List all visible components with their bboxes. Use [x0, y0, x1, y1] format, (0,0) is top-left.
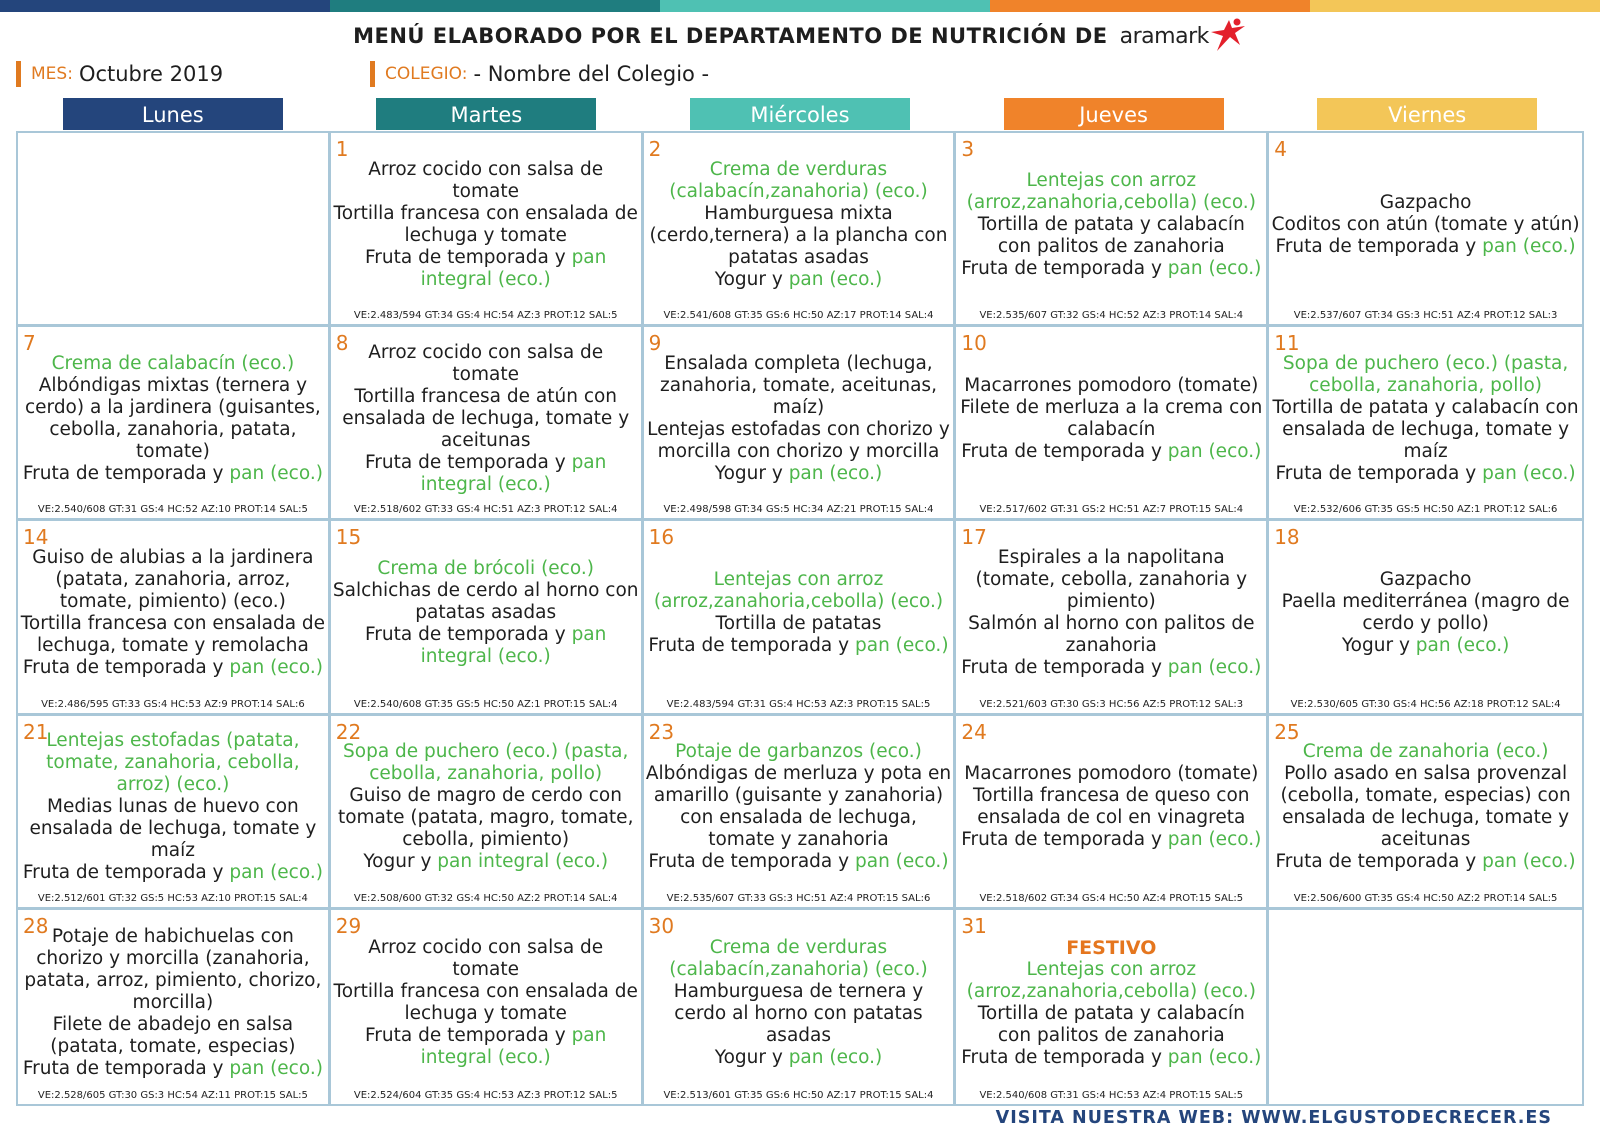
dish-text: Medias lunas de huevo con ensalada de lechuga, tomate y maíz — [29, 796, 317, 862]
nutrition-info: VE:2.506/600 GT:35 GS:4 HC:50 AZ:2 PROT:14 SAL:5 — [1293, 892, 1558, 904]
menu-dish — [715, 463, 883, 485]
menu-dish — [52, 353, 295, 375]
day-number: 10 — [961, 331, 987, 356]
dish-text: Fruta de temporada y — [961, 1046, 1168, 1068]
day-number: 28 — [23, 913, 49, 938]
menu-content — [331, 337, 641, 500]
dish-text: Tortilla francesa con ensalada de lechuga y tomate — [333, 980, 638, 1024]
day-number: 1 — [335, 137, 349, 161]
dish-text: Fruta de temporada y — [961, 829, 1168, 851]
dish-text: Potaje de habichuelas con chorizo y morcilla (zanahoria, patata, arroz, pimiento, chorizo, morcilla) — [24, 925, 322, 1013]
day-number: 21 — [23, 719, 49, 744]
dish-text: Salmón al horno con palitos de zanahoria — [968, 612, 1255, 656]
menu-dish — [958, 214, 1264, 258]
menu-dish — [333, 386, 639, 452]
menu-dish — [1271, 353, 1580, 397]
day-number: 29 — [335, 913, 362, 938]
eco-dish-text: pan (eco.) — [1167, 440, 1262, 462]
menu-dish — [716, 613, 882, 635]
dish-text: Fruta de temporada y — [648, 851, 855, 873]
nutrition-info: VE:2.521/603 GT:30 GS:3 HC:56 AZ:5 PROT:12 SAL:3 — [979, 698, 1244, 710]
dish-text: Fruta de temporada y — [1275, 462, 1483, 484]
day-cell — [644, 327, 957, 521]
menu-dish — [363, 851, 608, 873]
menu-dish — [20, 730, 326, 796]
menu-dish — [646, 203, 952, 269]
day-cell — [18, 327, 331, 521]
day-cell — [644, 133, 957, 327]
weekday-label: Lunes — [63, 98, 283, 130]
nutrition-info: VE:2.486/595 GT:33 GS:4 HC:53 AZ:9 PROT:14 SAL:6 — [41, 698, 305, 710]
dish-text: Coditos con atún (tomate y atún) — [1271, 213, 1580, 235]
menu-dish — [961, 441, 1261, 463]
day-cell — [644, 716, 957, 910]
dish-text: Fruta de temporada y — [22, 1057, 230, 1079]
menu-dish — [1271, 591, 1580, 635]
eco-dish-text: pan (eco.) — [229, 462, 323, 484]
menu-dish — [958, 785, 1264, 829]
menu-dish — [958, 547, 1264, 613]
menu-dish — [648, 635, 948, 657]
school-value: - Nombre del Colegio - — [473, 62, 710, 86]
menu-dish — [20, 613, 326, 657]
dish-text: Fruta de temporada y — [648, 634, 855, 656]
nutrition-info: VE:2.512/601 GT:32 GS:5 HC:53 AZ:10 PROT:15 SAL:4 — [37, 892, 308, 904]
menu-dish — [1276, 851, 1576, 873]
day-number: 23 — [648, 719, 675, 744]
dish-text: Fruta de temporada y — [961, 257, 1168, 279]
nutrition-info: VE:2.513/601 GT:35 GS:6 HC:50 AZ:17 PROT:15 SAL:4 — [663, 1089, 934, 1101]
menu-dish — [333, 342, 639, 386]
day-number: 14 — [23, 525, 49, 550]
dish-text: Tortilla de patata y calabacín con palitos de zanahoria — [977, 1002, 1245, 1046]
nutrition-info: VE:2.537/607 GT:34 GS:3 HC:51 AZ:4 PROT:12 SAL:3 — [1293, 310, 1558, 322]
menu-dish — [333, 247, 639, 291]
day-number: 9 — [648, 331, 662, 356]
school-accent-bar — [370, 61, 375, 87]
top-bar-segment — [660, 0, 990, 12]
day-cell — [956, 521, 1269, 715]
dish-text: Tortilla de patata y calabacín con palitos de zanahoria — [977, 213, 1245, 257]
menu-dish — [646, 981, 952, 1047]
menu-dish — [964, 763, 1258, 785]
day-cell — [18, 910, 331, 1104]
month-label: MES: — [31, 64, 73, 84]
weekday-header — [643, 98, 957, 130]
menu-content — [18, 531, 328, 694]
dish-text: Filete de abadejo en salsa (patata, tomate, especias) — [50, 1013, 296, 1057]
menu-content — [1269, 531, 1582, 694]
website-footer: VISITA NUESTRA WEB: WWW.ELGUSTODECRECER.ES — [995, 1108, 1552, 1128]
dish-text: Tortilla de patatas — [715, 612, 882, 634]
eco-dish-text: Sopa de puchero (eco.) (pasta, cebolla, zanahoria, pollo) — [343, 741, 629, 785]
menu-content — [644, 531, 954, 694]
eco-dish-text: pan (eco.) — [229, 656, 323, 678]
weekday-header — [957, 98, 1271, 130]
dish-text: Tortilla de patata y calabacín con ensalada de lechuga, tomate y maíz — [1272, 396, 1579, 462]
eco-dish-text: Lentejas con arroz (arroz,zanahoria,cebolla) (eco.) — [653, 568, 944, 612]
menu-dish — [333, 159, 639, 203]
nutrition-info: VE:2.540/608 GT:31 GS:4 HC:52 AZ:10 PROT:14 SAL:5 — [37, 504, 308, 516]
nutrition-info: VE:2.530/605 GT:30 GS:4 HC:56 AZ:18 PROT:12 SAL:4 — [1290, 698, 1561, 710]
day-number: 7 — [23, 331, 36, 356]
dish-text: Filete de merluza a la crema con calabacín — [960, 396, 1263, 440]
weekday-header — [16, 98, 330, 130]
menu-content — [644, 726, 954, 889]
menu-dish — [958, 170, 1264, 214]
dish-text: Fruta de temporada y — [365, 623, 572, 645]
eco-dish-text: Crema de verduras (calabacín,zanahoria) (eco.) — [669, 936, 928, 980]
nutrition-info: VE:2.498/598 GT:34 GS:5 HC:34 AZ:21 PROT:15 SAL:4 — [663, 504, 934, 516]
menu-dish — [23, 862, 323, 884]
menu-dish — [333, 580, 639, 624]
day-cell — [956, 327, 1269, 521]
star-person-icon — [1207, 18, 1247, 54]
menu-dish — [333, 785, 639, 851]
dish-text: Fruta de temporada y — [22, 462, 230, 484]
day-cell — [18, 716, 331, 910]
day-cell — [956, 910, 1269, 1104]
month-field — [16, 60, 352, 88]
day-number: 18 — [1274, 525, 1300, 550]
day-number: 25 — [1274, 719, 1300, 744]
dish-text: Fruta de temporada y — [1275, 851, 1483, 873]
menu-dish — [961, 657, 1261, 679]
menu-dish — [377, 558, 594, 580]
day-cell — [331, 910, 644, 1104]
eco-dish-text: pan (eco.) — [229, 862, 323, 884]
dish-text: Yogur y — [363, 851, 438, 873]
menu-content — [644, 337, 954, 500]
menu-dish — [20, 1014, 326, 1058]
menu-dish — [1276, 236, 1576, 258]
nutrition-info: VE:2.540/608 GT:35 GS:5 HC:50 AZ:1 PROT:15 SAL:4 — [353, 698, 618, 710]
eco-dish-text: pan integral (eco.) — [420, 623, 607, 667]
dish-text: Yogur y — [1341, 634, 1416, 656]
menu-content — [956, 531, 1266, 694]
nutrition-info: VE:2.518/602 GT:34 GS:4 HC:50 AZ:4 PROT:15 SAL:5 — [979, 892, 1244, 904]
day-number: 17 — [961, 525, 987, 550]
menu-dish — [958, 613, 1264, 657]
dish-text: Tortilla francesa de atún con ensalada de lechuga, tomate y aceitunas — [342, 385, 630, 451]
eco-dish-text: pan (eco.) — [788, 1046, 883, 1068]
day-number: 8 — [335, 331, 349, 356]
eco-dish-text: pan (eco.) — [854, 634, 949, 656]
menu-dish — [1272, 214, 1580, 236]
eco-dish-text: Potaje de garbanzos (eco.) — [675, 741, 922, 763]
page-title: MENÚ ELABORADO POR EL DEPARTAMENTO DE NUTRICIÓN DE — [353, 24, 1108, 48]
eco-dish-text: pan (eco.) — [229, 1057, 323, 1079]
dish-text: Yogur y — [714, 1046, 789, 1068]
menu-content — [331, 726, 641, 889]
dish-text: Hamburguesa de ternera y cerdo al horno con patatas asadas — [673, 980, 924, 1046]
eco-dish-text: pan (eco.) — [1167, 829, 1262, 851]
day-cell — [331, 327, 644, 521]
nutrition-info: VE:2.528/605 GT:30 GS:3 HC:54 AZ:11 PROT:15 SAL:5 — [37, 1089, 308, 1101]
menu-dish — [333, 937, 639, 981]
dish-text: Macarrones pomodoro (tomate) — [964, 374, 1259, 396]
menu-dish — [715, 1047, 883, 1069]
day-number: 4 — [1274, 137, 1287, 161]
dish-text: Arroz cocido con salsa de tomate — [368, 341, 604, 385]
nutrition-info: VE:2.483/594 GT:31 GS:4 HC:53 AZ:3 PROT:15 SAL:5 — [666, 698, 931, 710]
day-cell — [644, 521, 957, 715]
dish-text: Guiso de magro de cerdo con tomate (patata, magro, tomate, cebolla, pimiento) — [337, 785, 634, 851]
day-cell — [956, 716, 1269, 910]
day-number: 31 — [961, 913, 987, 938]
day-cell — [1269, 910, 1582, 1104]
day-number: 16 — [648, 525, 675, 550]
dish-text: Fruta de temporada y — [961, 440, 1168, 462]
eco-dish-text: Crema de zanahoria (eco.) — [1302, 741, 1549, 763]
day-number: 15 — [335, 525, 362, 550]
weekday-headers — [16, 98, 1584, 130]
menu-content — [956, 920, 1266, 1086]
dish-text: Tortilla francesa con ensalada de lechuga, tomate y remolacha — [20, 612, 326, 656]
eco-dish-text: pan (eco.) — [854, 851, 949, 873]
dish-text: Pollo asado en salsa provenzal (cebolla, tomate, especias) con ensalada de lechuga, tomate y aceitunas — [1280, 763, 1571, 851]
day-cell — [1269, 327, 1582, 521]
dish-text: Fruta de temporada y — [365, 246, 572, 268]
day-number: 24 — [961, 719, 987, 744]
eco-dish-text: pan (eco.) — [1415, 634, 1510, 656]
day-cell — [1269, 133, 1582, 327]
menu-dish — [333, 624, 639, 668]
menu-dish — [333, 203, 639, 247]
day-cell — [1269, 521, 1582, 715]
menu-dish — [646, 763, 952, 851]
weekday-label: Martes — [376, 98, 596, 130]
nutrition-info: VE:2.524/604 GT:35 GS:4 HC:53 AZ:3 PROT:12 SAL:5 — [353, 1089, 618, 1101]
menu-content — [956, 337, 1266, 500]
dish-text: Fruta de temporada y — [961, 656, 1168, 678]
day-cell — [18, 521, 331, 715]
menu-content — [18, 337, 328, 500]
menu-dish — [1342, 635, 1510, 657]
menu-dish — [715, 269, 883, 291]
eco-dish-text: pan integral (eco.) — [437, 851, 609, 873]
menu-dish — [1276, 463, 1576, 485]
menu-dish — [961, 258, 1261, 280]
menu-content — [331, 920, 641, 1086]
menu-content — [331, 143, 641, 306]
menu-content — [644, 920, 954, 1086]
dish-text: Arroz cocido con salsa de tomate — [368, 158, 604, 202]
menu-content — [18, 920, 328, 1086]
dish-text: Lentejas estofadas con chorizo y morcilla con chorizo y morcilla — [647, 418, 950, 462]
menu-content — [1269, 726, 1582, 889]
menu-dish — [961, 1047, 1261, 1069]
menu-content — [1269, 920, 1582, 1086]
nutrition-info: VE:2.532/606 GT:35 GS:5 HC:50 AZ:1 PROT:12 SAL:6 — [1293, 504, 1558, 516]
weekday-label: Miércoles — [690, 98, 910, 130]
day-cell — [331, 133, 644, 327]
eco-dish-text: Sopa de puchero (eco.) (pasta, cebolla, zanahoria, pollo) — [1282, 352, 1569, 396]
eco-dish-text: pan (eco.) — [1167, 656, 1262, 678]
menu-dish — [646, 159, 952, 203]
top-bar-segment — [1310, 0, 1600, 12]
eco-dish-text: Lentejas con arroz (arroz,zanahoria,cebolla) (eco.) — [966, 958, 1256, 1002]
top-bar-segment — [330, 0, 660, 12]
eco-dish-text: pan (eco.) — [1482, 851, 1576, 873]
menu-dish — [333, 981, 639, 1025]
menu-dish — [20, 796, 326, 862]
nutrition-info: VE:2.535/607 GT:32 GS:4 HC:52 AZ:3 PROT:14 SAL:4 — [979, 310, 1244, 322]
menu-dish — [648, 851, 948, 873]
menu-content — [331, 531, 641, 694]
dish-text: Yogur y — [714, 462, 789, 484]
nutrition-info: VE:2.518/602 GT:33 GS:4 HC:51 AZ:3 PROT:12 SAL:4 — [353, 504, 618, 516]
eco-dish-text: pan (eco.) — [1482, 235, 1576, 257]
nutrition-info: VE:2.483/594 GT:34 GS:4 HC:54 AZ:3 PROT:12 SAL:5 — [353, 310, 618, 322]
day-number: 3 — [961, 137, 975, 161]
menu-dish — [333, 741, 639, 785]
school-field — [370, 60, 1584, 88]
weekday-header — [330, 98, 644, 130]
dish-text: Guiso de alubias a la jardinera (patata, zanahoria, arroz, tomate, pimiento) (eco.) — [32, 546, 314, 612]
day-number: 22 — [335, 719, 362, 744]
menu-dish — [23, 463, 323, 485]
menu-content — [956, 143, 1266, 306]
weekday-header — [1270, 98, 1584, 130]
menu-dish — [961, 829, 1261, 851]
menu-content — [18, 143, 328, 306]
dish-text: Albóndigas mixtas (ternera y cerdo) a la jardinera (guisantes, cebolla, zanahoria, patata, tomate) — [24, 374, 321, 462]
day-cell — [18, 133, 331, 327]
dish-text: Macarrones pomodoro (tomate) — [964, 763, 1259, 785]
menu-dish — [23, 1058, 323, 1080]
eco-dish-text: pan integral (eco.) — [420, 246, 607, 290]
dish-text: Arroz cocido con salsa de tomate — [368, 936, 604, 980]
eco-dish-text: Lentejas con arroz (arroz,zanahoria,cebolla) (eco.) — [966, 169, 1256, 213]
top-color-bar — [0, 0, 1600, 12]
dish-text: Gazpacho — [1379, 568, 1472, 590]
dish-text: Ensalada completa (lechuga, zanahoria, tomate, aceitunas, maíz) — [660, 352, 937, 418]
menu-dish — [20, 547, 326, 613]
menu-dish — [675, 741, 922, 763]
month-accent-bar — [16, 61, 21, 87]
menu-calendar-grid — [16, 131, 1584, 1106]
nutrition-info: VE:2.517/602 GT:31 GS:2 HC:51 AZ:7 PROT:15 SAL:4 — [979, 504, 1244, 516]
menu-content — [644, 143, 954, 306]
weekday-label: Viernes — [1317, 98, 1537, 130]
eco-dish-text: pan (eco.) — [1167, 1046, 1262, 1068]
eco-dish-text: pan (eco.) — [1167, 257, 1262, 279]
dish-text: Fruta de temporada y — [22, 862, 230, 884]
day-number: 30 — [648, 913, 675, 938]
dish-text: Hamburguesa mixta (cerdo,ternera) a la plancha con patatas asadas — [649, 202, 948, 268]
dish-text: Fruta de temporada y — [22, 656, 230, 678]
dish-text: Fruta de temporada y — [1275, 235, 1483, 257]
menu-dish — [20, 926, 326, 1014]
menu-dish — [646, 419, 952, 463]
eco-dish-text: pan integral (eco.) — [420, 1024, 607, 1068]
eco-dish-text: pan (eco.) — [1482, 462, 1576, 484]
nutrition-info: VE:2.540/608 GT:31 GS:4 HC:53 AZ:4 PROT:15 SAL:5 — [979, 1089, 1244, 1101]
brand-name: aramark — [1119, 23, 1209, 49]
dish-text: Tortilla francesa de queso con ensalada de col en vinagreta — [973, 785, 1250, 829]
holiday-label: FESTIVO — [1066, 936, 1157, 959]
day-cell — [331, 521, 644, 715]
dish-text: Espirales a la napolitana (tomate, cebolla, zanahoria y pimiento) — [975, 546, 1248, 612]
month-value: Octubre 2019 — [78, 62, 224, 86]
menu-content — [956, 726, 1266, 889]
menu-dish — [1380, 192, 1472, 214]
menu-dish — [646, 569, 952, 613]
eco-dish-text: pan (eco.) — [788, 462, 883, 484]
day-number: 11 — [1274, 331, 1300, 356]
day-cell — [644, 910, 957, 1104]
menu-dish — [333, 1025, 639, 1069]
dish-text: Fruta de temporada y — [365, 1024, 572, 1046]
nutrition-info: VE:2.508/600 GT:32 GS:4 HC:50 AZ:2 PROT:14 SAL:4 — [353, 892, 618, 904]
day-cell — [331, 716, 644, 910]
nutrition-info: VE:2.535/607 GT:33 GS:3 HC:51 AZ:4 PROT:15 SAL:6 — [666, 892, 931, 904]
dish-text: Tortilla francesa con ensalada de lechuga y tomate — [333, 202, 638, 246]
eco-dish-text: pan integral (eco.) — [420, 451, 607, 495]
menu-dish — [958, 397, 1264, 441]
weekday-label: Jueves — [1004, 98, 1224, 130]
dish-text: Albóndigas de merluza y pota en amarillo (guisante y zanahoria) con ensalada de lechuga, tomate y zanahoria — [645, 763, 952, 851]
menu-dish — [23, 657, 323, 679]
eco-dish-text: Lentejas estofadas (patata, tomate, zanahoria, cebolla, arroz) (eco.) — [46, 730, 300, 796]
eco-dish-text: Crema de verduras (calabacín,zanahoria) (eco.) — [669, 158, 928, 202]
menu-dish — [958, 1003, 1264, 1047]
menu-dish — [646, 937, 952, 981]
menu-dish — [333, 452, 639, 496]
eco-dish-text: Crema de calabacín (eco.) — [51, 352, 295, 374]
day-cell — [1269, 716, 1582, 910]
top-bar-segment — [0, 0, 330, 12]
header — [0, 16, 1600, 56]
eco-dish-text: Crema de brócoli (eco.) — [377, 557, 594, 579]
dish-text: Salchichas de cerdo al horno con patatas asadas — [332, 579, 639, 623]
top-bar-segment — [990, 0, 1310, 12]
menu-dish — [1380, 569, 1472, 591]
menu-dish — [958, 959, 1264, 1003]
school-label: COLEGIO: — [385, 64, 468, 84]
dish-text: Yogur y — [714, 268, 789, 290]
dish-text: Paella mediterránea (magro de cerdo y pollo) — [1281, 590, 1570, 634]
menu-content — [18, 726, 328, 889]
aramark-logo — [1120, 18, 1247, 54]
day-number: 2 — [648, 137, 662, 161]
dish-text: Gazpacho — [1379, 191, 1472, 213]
dish-text: Fruta de temporada y — [365, 451, 572, 473]
menu-content — [1269, 143, 1582, 306]
menu-dish — [1303, 741, 1549, 763]
day-cell — [956, 133, 1269, 327]
nutrition-info: VE:2.541/608 GT:35 GS:6 HC:50 AZ:17 PROT:14 SAL:4 — [663, 310, 934, 322]
menu-dish — [1271, 397, 1580, 463]
eco-dish-text: pan (eco.) — [788, 268, 883, 290]
menu-dish — [646, 353, 952, 419]
menu-dish — [1271, 763, 1580, 851]
menu-dish — [20, 375, 326, 463]
menu-dish — [964, 375, 1258, 397]
menu-content — [1269, 337, 1582, 500]
